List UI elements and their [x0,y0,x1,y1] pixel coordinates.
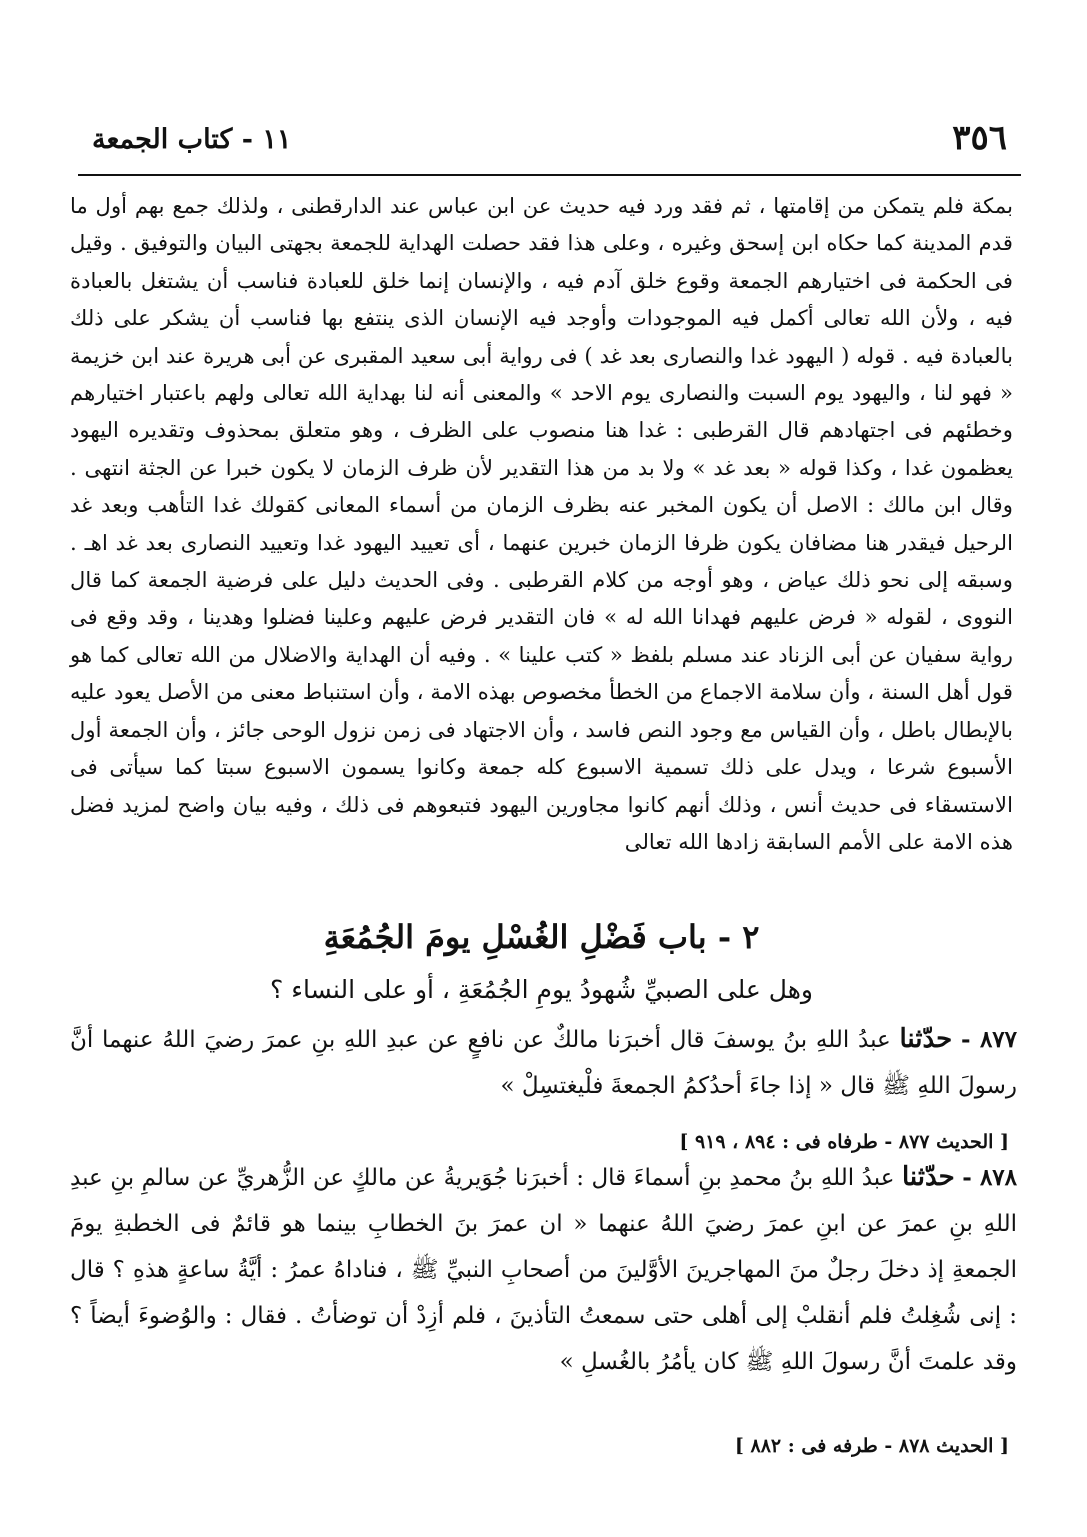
hadith-878 [70,1154,1017,1385]
page-header [78,112,1019,172]
commentary-line: نزول الوحى جائز ، وأن الجمعة أول الأسبوع شرعا ، ويدل على ذلك تسمية الاسبوع كله جمعة وكانوا يسمون [70,716,1013,780]
commentary-line: أكمل فيه الموجودات وأوجد فيه الإنسان الذى ينتفع بها فناسب أن يشكر على ذلك بالعبادة فيه . قوله ( اليهود [70,305,1013,368]
commentary-line: اختيارهم الجمعة وقوع خلق آدم فيه ، والإنسان إنما خلق للعبادة فناسب أن يشتغل بالعبادة فيه ، ولأن الله تعالى [70,267,1013,331]
commentary-line: الهداية والاضلال من الله تعالى كما هو قول أهل السنة ، وأن سلامة الاجماع من الخطأ مخصوص بهذه الامة ، وأن [70,641,1013,705]
commentary-line: بظرف الزمان من أسماء المعانى كقولك غدا التأهب وبعد غد الرحيل فيقدر هنا مضافان يكون ظرفا الزمان خبرين [70,492,1013,555]
commentary-line: والنصارى يوم الاحد » والمعنى أنه لنا بهداية الله تعالى ولهم باعتبار اختيارهم وخطئهم فى اجتهادهم قال القرطبى : [70,380,1013,443]
hadith-text: عبدُ اللهِ بنُ محمدِ بنِ أسماءَ قال : أخبرَنا جُوَيريةُ عن مالكٍ عن الزُّهريِّ عن سالمِ بنِ عبدِ اللهِ بنِ عمرَ عن ابنِ عمرَ رضيَ اللهُ عنهما « ان عمرَ بنَ الخطابِ بينما هو قائمٌ فى الخطبةِ يومَ الجمعةِ إذ دخلَ رجلٌ منَ المهاجرينَ الأوَّلينَ من أصحابِ النبيِّ ﷺ ، فناداهُ عمرُ : أيَّةُ ساعةٍ هذهِ ؟ قال : إنى شُغِلتُ فلم أنقلبْ إلى أهلى حتى سمعتُ التأذينَ ، فلم أزِدْ أن توضأتُ . فقال : والوُضوءَ أيضاً ؟ وقد علمتَ أنَّ رسولَ اللهِ ﷺ كان يأمُرُ بالغُسلِ » [70,1165,1017,1375]
header-divider [78,174,1021,176]
commentary-line: الاسبوع سبتا كما سيأتى فى الاستسقاء فى حديث أنس ، وذلك أنهم كانوا مجاورين اليهود فتبعوهم فى ذلك ، وفيه بيان [70,754,1013,817]
commentary-line: من هذا التقدير لأن ظرف الزمان لا يكون خبرا عن الجثة انتهى . وقال ابن مالك : الاصل أن يكون المخبر عنه [70,454,1013,518]
hadith-opening: حدّثنا [901,1162,955,1192]
commentary-line: واضح لمزيد فضل هذه الامة على الأمم السابقة زادها الله تعالى [70,791,1013,854]
commentary-line: بمكة فلم يتمكن من إقامتها ، ثم فقد ورد فيه حديث عن ابن عباس عند الدارقطنى ، ولذلك جمع بهم أول ما قدم [70,193,1013,256]
commentary-line: عليهم وعلينا فضلوا وهدينا ، وقد وقع فى رواية سفيان عن أبى الزناد عند مسلم بلفظ « كتب علينا » . وفيه أن [70,604,1013,667]
commentary-text [70,187,1013,860]
chapter-subtitle: وهل على الصبيِّ شُهودُ يومِ الجُمُعَةِ ، أو على النساء ؟ [270,975,813,1004]
commentary-line: عنهما ، أى تعييد اليهود غدا وتعييد النصارى بعد غد اهـ . وسبقه إلى نحو ذلك عياض ، وهو أوجه من كلام [70,529,1013,593]
page-number: ٣٥٦ [952,118,1007,158]
hadith-reference: [ الحديث ٨٧٨ - طرفه فى : ٨٨٢ ] [734,1435,1009,1457]
hadith-text: عبدُ اللهِ بنُ يوسفَ قال أخبرَنا مالكٌ عن نافعٍ عن عبدِ اللهِ بنِ عمرَ رضيَ اللهُ عنهما أنَّ رسولَ اللهِ ﷺ قال « إذا جاءَ أحدُكمُ الجمعةَ فلْيغتسِلْ » [70,1027,1017,1099]
hadith-reference: [ الحديث ٨٧٧ - طرفاه فى : ٨٩٤ ، ٩١٩ ] [679,1131,1009,1153]
hadith-opening: حدّثنا [899,1024,953,1054]
commentary-line: غدا هنا منصوب على الظرف ، وهو متعلق بمحذوف وتقديره اليهود يعظمون غدا ، وكذا قوله « بعد غد » ولا بد [70,417,1013,480]
commentary-line: استنباط معنى من الأصل يعود عليه بالإبطال باطل ، وأن القياس مع وجود النص فاسد ، وأن الاجتهاد فى زمن [70,679,1013,742]
hadith-number: ٨٧٨ - [962,1164,1018,1191]
commentary-line: القرطبى . وفى الحديث دليل على فرضية الجمعة كما قال النووى ، لقوله « فرض عليهم فهدانا الله له » فان التقدير فرض [70,567,1014,630]
commentary-line: غدا والنصارى بعد غد ) فى رواية أبى سعيد المقبرى عن أبى هريرة عند ابن خزيمة « فهو لنا ، واليهود يوم السبت [70,342,1013,406]
commentary-line: المدينة كما حكاه ابن إسحق وغيره ، وعلى هذا فقد حصلت الهداية للجمعة بجهتى البيان والتوفيق . وقيل فى الحكمة فى [70,230,1013,293]
book-title: ١١ - كتاب الجمعة [92,124,292,155]
hadith-877 [70,1016,1017,1109]
chapter-heading: ٢ - باب فَضْلِ الغُسْلِ يومَ الجُمُعَةِ [323,918,760,956]
hadith-number: ٨٧٧ - [960,1026,1018,1053]
